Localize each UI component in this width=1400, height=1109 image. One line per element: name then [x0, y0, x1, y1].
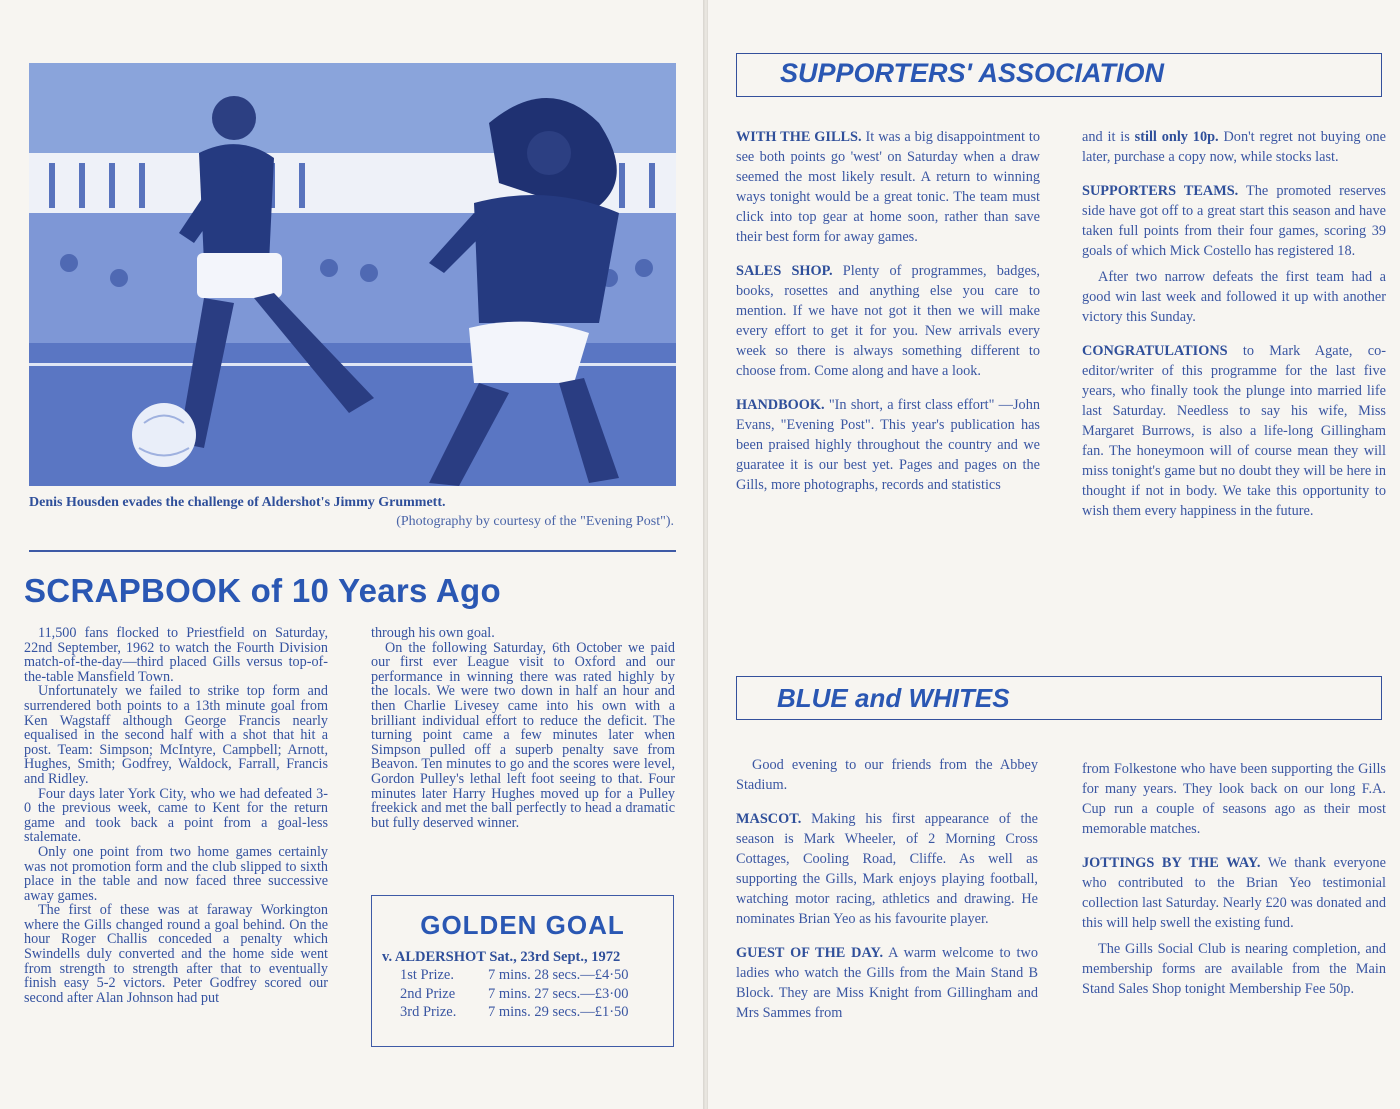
congrats-heading: CONGRATULATIONS: [1082, 343, 1228, 359]
paragraph: Four days later York City, who we had defeated 3-0 the previous week, came to Kent for the return game and took back a point from a goal-less stalemate.: [24, 785, 328, 846]
scrapbook-title: SCRAPBOOK of 10 Years Ago: [24, 572, 501, 609]
prize-row: [400, 967, 629, 984]
guest-paragraph: [736, 943, 1038, 1023]
handbook-paragraph: [736, 395, 1040, 495]
congrats-paragraph: [1082, 341, 1386, 521]
price-highlight: still only 10p.: [1134, 129, 1219, 145]
jottings-text: We thank everyone who contributed to the Brian Yeo testimonial collection last Saturday. Nearly £20 was donated and this will help swell the existing fund.: [1082, 855, 1386, 931]
congrats-text: to Mark Agate, co-editor/writer of this programme for the last five years, who finally took the plunge into married life last Saturday. Needless to say his wife, Miss Margaret Burrows, is also a life-long Gillingham fan. The honeymoon will of course mean they will miss tonight's game but no doubt they will be here in thought if not in body. We take this opportunity to wish them every happiness in the future.: [1082, 343, 1386, 519]
right-page: [708, 0, 1400, 1109]
prize-value: 7 mins. 27 secs.—£3·00: [488, 986, 629, 1002]
scrapbook-column-1: [24, 626, 328, 1005]
prize-label: 2nd Prize: [400, 986, 456, 1002]
mascot-text: Making his first appearance of the season is Mark Wheeler, of 2 Morning Cross Cottages, Cooling Road, Cliffe. As well as supporting the Gills, Mark enjoys playing football, watching motor racing, athletics and drawing. He nominates Brian Yeo as his favourite player.: [736, 811, 1039, 927]
jottings-paragraph: [1082, 853, 1386, 933]
supporters-column-1: [736, 127, 1040, 509]
paragraph: On the following Saturday, 6th October we paid our first ever League visit to Oxford and our performance in winning there was rated highly by the locals. We were two down in half an hour and then Charlie Livesey came into his own with a brilliant individual effort to reduce the deficit. The turning point came a few minutes later when Simpson pulled off a superb penalty save from Beavon. Ten minutes to go and the scores were level, Gordon Pulley's lethal left foot seeing to that. Four minutes later Harry Hughes moved up for a Pulley freekick and met the ball perfectly to head a dramatic but fully deserved winner.: [371, 639, 675, 831]
mascot-paragraph: [736, 809, 1038, 929]
blue-whites-title: BLUE and WHITES: [777, 683, 1010, 713]
supporters-column-2: [1082, 127, 1386, 535]
golden-goal-box: [371, 895, 674, 1047]
handbook-cont-text: Don't regret not buying one later, purchase a copy now, while stocks last.: [1082, 129, 1386, 165]
mascot-heading: MASCOT.: [736, 811, 802, 827]
with-gills-paragraph: [736, 127, 1040, 247]
blue-whites-column-1: [736, 755, 1038, 1037]
guest-text: A warm welcome to two ladies who watch the Gills from the Main Stand B Block. They are Miss Knight from Gillingham and Mrs Sammes from: [736, 945, 1038, 1021]
sales-text: Plenty of programmes, badges, books, rosettes and anything else you care to mention. If we have not got it then we will make every effort to get it for you. New arrivals every week so there is always something different to choose from. Come along and have a look.: [736, 263, 1041, 379]
teams-paragraph-2: After two narrow defeats the first team had a good win last week and followed it up with another victory this Sunday.: [1082, 269, 1386, 325]
golden-goal-match: v. ALDERSHOT Sat., 23rd Sept., 1972: [382, 949, 621, 965]
handbook-heading: HANDBOOK.: [736, 397, 825, 413]
golden-goal-title: GOLDEN GOAL: [420, 910, 625, 940]
jottings-heading: JOTTINGS BY THE WAY.: [1082, 855, 1261, 871]
sales-paragraph: [736, 261, 1040, 381]
blue-whites-column-2: [1082, 759, 1386, 1013]
football-photo: [29, 63, 676, 486]
paragraph: Unfortunately we failed to strike top form and surrendered both points to a 13th minute goal from Ken Wagstaff although George Francis nearly equalised in the second half with a shot that hit a post. Team: Simpson; McIntyre, Campbell; Arnott, Hughes, Smith; Godfrey, Waldock, Farrall, Francis and Ridley.: [24, 683, 328, 787]
with-gills-text: It was a big disappointment to see both points go 'west' on Saturday when a draw seemed the most likely result. A return to winning ways tonight would be a great tonic. The team must click into top gear at home soon, rather than save their best form for away games.: [736, 129, 1041, 245]
section-divider: [29, 550, 676, 552]
paragraph: The first of these was at faraway Workington where the Gills changed round a goal behind. On the hour Roger Challis conceded a penalty which Swindells duly converted and the home side went from strength to strength after that to eventually finish easy 5-2 victors. Peter Godfrey scored our second after Alan Johnson had put: [24, 902, 328, 1006]
prize-label: 3rd Prize.: [400, 1004, 457, 1020]
guest-continued: from Folkestone who have been supporting the Gills for many years. They look back on our long F.A. Cup run a couple of seasons ago as their most memorable matches.: [1082, 761, 1386, 837]
photo-caption: Denis Housden evades the challenge of Aldershot's Jimmy Grummett.: [29, 495, 446, 510]
intro-paragraph: Good evening to our friends from the Abbey Stadium.: [736, 757, 1038, 793]
prize-label: 1st Prize.: [400, 967, 454, 983]
paragraph: Only one point from two home games certainly was not promotion form and the club slipped to sixth place in the table and now faced three successive away games.: [24, 843, 328, 904]
sales-heading: SALES SHOP.: [736, 263, 833, 279]
handbook-continued: [1082, 127, 1386, 167]
photo-credit: (Photography by courtesy of the "Evening Post").: [396, 514, 674, 529]
teams-heading: SUPPORTERS TEAMS.: [1082, 183, 1239, 199]
with-gills-heading: WITH THE GILLS.: [736, 129, 862, 145]
prize-row: [400, 986, 629, 1003]
teams-paragraph: [1082, 181, 1386, 261]
handbook-text: "In short, a first class effort" —John Evans, "Evening Post". This year's publication has been praised highly throughout the country and we guaratee it is our best yet. Pages and pages on the Gills, more photographs, records and statistics: [736, 397, 1040, 493]
prize-value: 7 mins. 29 secs.—£1·50: [488, 1004, 629, 1020]
handbook-cont-text: and it is: [1082, 129, 1130, 145]
social-club-paragraph: The Gills Social Club is nearing completion, and membership forms are available from the Main Stand Sales Shop tonight Membership Fee 50p.: [1082, 941, 1386, 997]
photo-illustration: [29, 63, 676, 486]
prize-value: 7 mins. 28 secs.—£4·50: [488, 967, 629, 983]
guest-heading: GUEST OF THE DAY.: [736, 945, 884, 961]
prize-row: [400, 1004, 629, 1021]
scrapbook-column-2: [371, 626, 675, 830]
supporters-title: SUPPORTERS' ASSOCIATION: [780, 58, 1164, 88]
paragraph: 11,500 fans flocked to Priestfield on Saturday, 22nd September, 1962 to watch the Fourth Division match-of-the-day—third placed Gills versus top-of-the-table Mansfield Town.: [24, 625, 328, 685]
teams-text: The promoted reserves side have got off to a great start this season and have taken full points from their four games, scoring 39 goals of which Mick Costello has registered 18.: [1082, 183, 1386, 259]
paragraph: through his own goal.: [371, 625, 495, 641]
